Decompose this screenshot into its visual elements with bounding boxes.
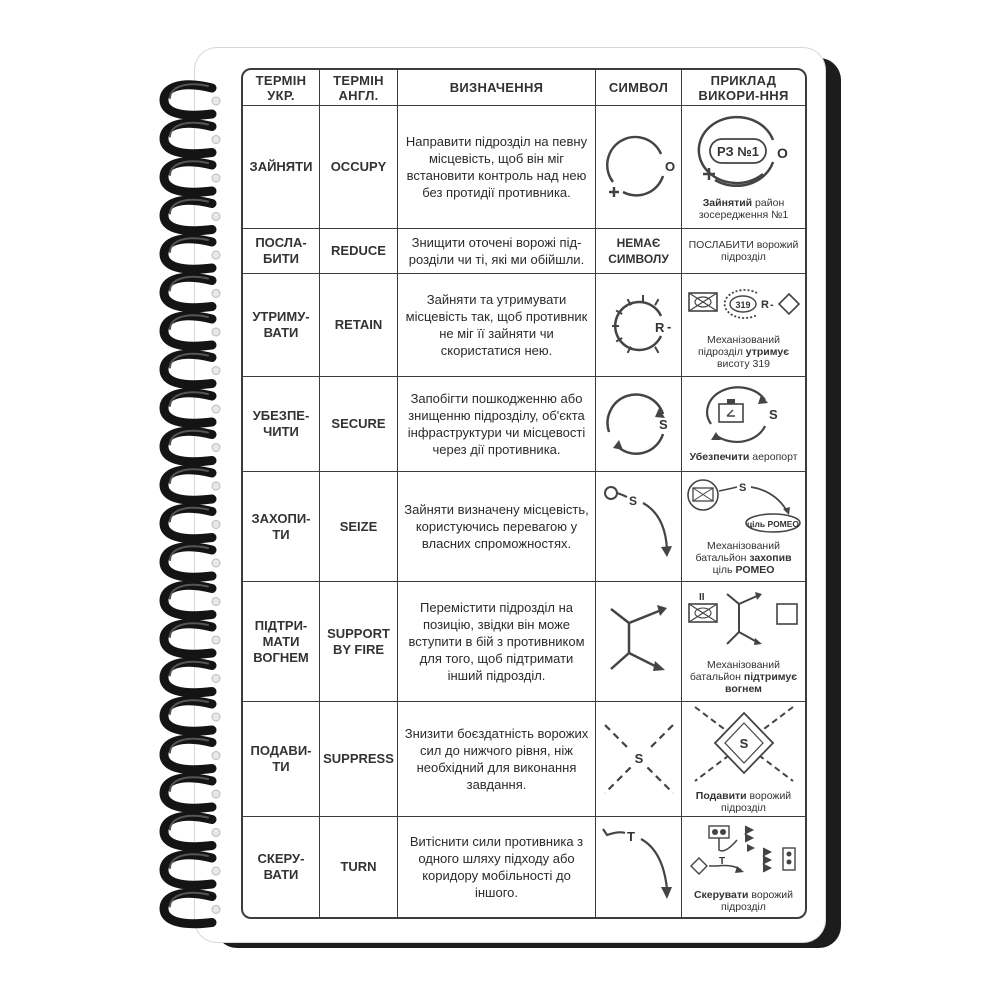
header-example: ПРИКЛАД ВИКОРИ-ННЯ	[682, 70, 805, 106]
suppress-example	[682, 702, 805, 817]
term-en: SUPPORT BY FIRE	[320, 582, 398, 702]
header-term-en: ТЕРМІН АНГЛ.	[320, 70, 398, 106]
symbol-letter: S	[659, 416, 668, 432]
example-letter: O	[777, 144, 788, 161]
spiral-binding	[150, 76, 230, 946]
header-symbol: СИМВОЛ	[596, 70, 682, 106]
example-letter: S	[769, 406, 778, 422]
example-echelon: II	[699, 592, 705, 603]
retain-example	[682, 274, 805, 377]
terms-table	[241, 68, 807, 919]
table-row	[243, 377, 805, 472]
term-uk: УБЕЗПЕ-ЧИТИ	[243, 377, 320, 472]
definition: Витіснити сили противника з одного шляху підходу або коридору мобільності до іншого.	[398, 817, 596, 917]
header-term-uk: ТЕРМІН УКР.	[243, 70, 320, 106]
table-row	[243, 702, 805, 817]
definition: Направити підрозділ на певну місцевість, щоб він міг встановити контроль над нею без протидії противника.	[398, 106, 596, 229]
table-row	[243, 817, 805, 917]
symbol-letter: S	[634, 750, 644, 766]
term-uk: УТРИМУ-ВАТИ	[243, 274, 320, 377]
turn-symbol	[596, 817, 682, 917]
header-definition: ВИЗНАЧЕННЯ	[398, 70, 596, 106]
example-label: ціль РОМЕО	[746, 519, 800, 529]
definition: Зайняти визначену місцевість, користуючись перевагою у власних спроможностях.	[398, 472, 596, 582]
example-caption: Механізований підрозділ утримує висоту 319	[697, 333, 790, 370]
term-en: SECURE	[320, 377, 398, 472]
header-row	[243, 70, 805, 106]
secure-example	[682, 377, 805, 472]
example-caption: Убезпечити аеропорт	[689, 450, 798, 463]
symbol-letter: S	[629, 494, 638, 508]
reduce-example: ПОСЛАБИТИ ворожий підрозділ	[682, 229, 805, 274]
term-uk: ПІДТРИ-МАТИ ВОГНЕМ	[243, 582, 320, 702]
example-caption: Механізований батальйон захопив ціль РОМЕО	[695, 540, 792, 576]
support-by-fire-example	[682, 582, 805, 702]
definition: Запобігти пошкодженню або знищенню підрозділу, об'єкта інфраструктури чи місцевості через дії противника.	[398, 377, 596, 472]
example-caption: Скерувати ворожий підрозділ	[693, 888, 794, 913]
definition: Знищити оточені ворожі під-розділи чи ті, які ми обійшли.	[398, 229, 596, 274]
table-row	[243, 229, 805, 274]
term-uk: ЗАХОПИ-ТИ	[243, 472, 320, 582]
turn-example	[682, 817, 805, 917]
definition: Зайняти та утримувати місцевість так, щоб противник не міг її зайняти чи скористатися нею.	[398, 274, 596, 377]
example-label: РЗ №1	[717, 143, 759, 159]
term-uk: ПОДАВИ-ТИ	[243, 702, 320, 817]
seize-example	[682, 472, 805, 582]
occupy-symbol	[596, 106, 682, 229]
example-caption: Подавити ворожий підрозділ	[695, 789, 792, 814]
example-caption: Зайнятий район зосередження №1	[698, 196, 789, 221]
symbol-letter: O	[665, 158, 676, 174]
example-letter: S	[739, 482, 747, 494]
example-letter: T	[719, 855, 726, 867]
suppress-symbol	[596, 702, 682, 817]
example-caption: Механізований батальйон підтримує вогнем	[689, 659, 798, 695]
term-en: TURN	[320, 817, 398, 917]
occupy-example	[682, 106, 805, 229]
table-row	[243, 472, 805, 582]
support-by-fire-symbol	[596, 582, 682, 702]
example-letter: R	[761, 298, 769, 311]
retain-symbol	[596, 274, 682, 377]
no-symbol-text: НЕМАЄ СИМВОЛУ	[596, 229, 682, 274]
secure-symbol	[596, 377, 682, 472]
table-row	[243, 582, 805, 702]
term-uk: ЗАЙНЯТИ	[243, 106, 320, 229]
term-en: OCCUPY	[320, 106, 398, 229]
svg-text:-: -	[667, 318, 672, 334]
term-en: REDUCE	[320, 229, 398, 274]
table-row	[243, 274, 805, 377]
symbol-letter: R	[655, 319, 665, 335]
definition: Перемістити підрозділ на позицію, звідки він може вступити в бій з противником для того, щоб підтримати інший підрозділ.	[398, 582, 596, 702]
term-uk: ПОСЛА-БИТИ	[243, 229, 320, 274]
definition: Знизити боєздатність ворожих сил до нижчого рівня, ніж необхідний для виконання завдання.	[398, 702, 596, 817]
seize-symbol	[596, 472, 682, 582]
example-letter: S	[739, 735, 749, 751]
term-en: SUPPRESS	[320, 702, 398, 817]
table-row	[243, 106, 805, 229]
example-label: 319	[735, 299, 751, 310]
term-en: SEIZE	[320, 472, 398, 582]
term-en: RETAIN	[320, 274, 398, 377]
term-uk: СКЕРУ-ВАТИ	[243, 817, 320, 917]
svg-text:-: -	[770, 298, 774, 311]
symbol-letter: T	[627, 828, 635, 844]
